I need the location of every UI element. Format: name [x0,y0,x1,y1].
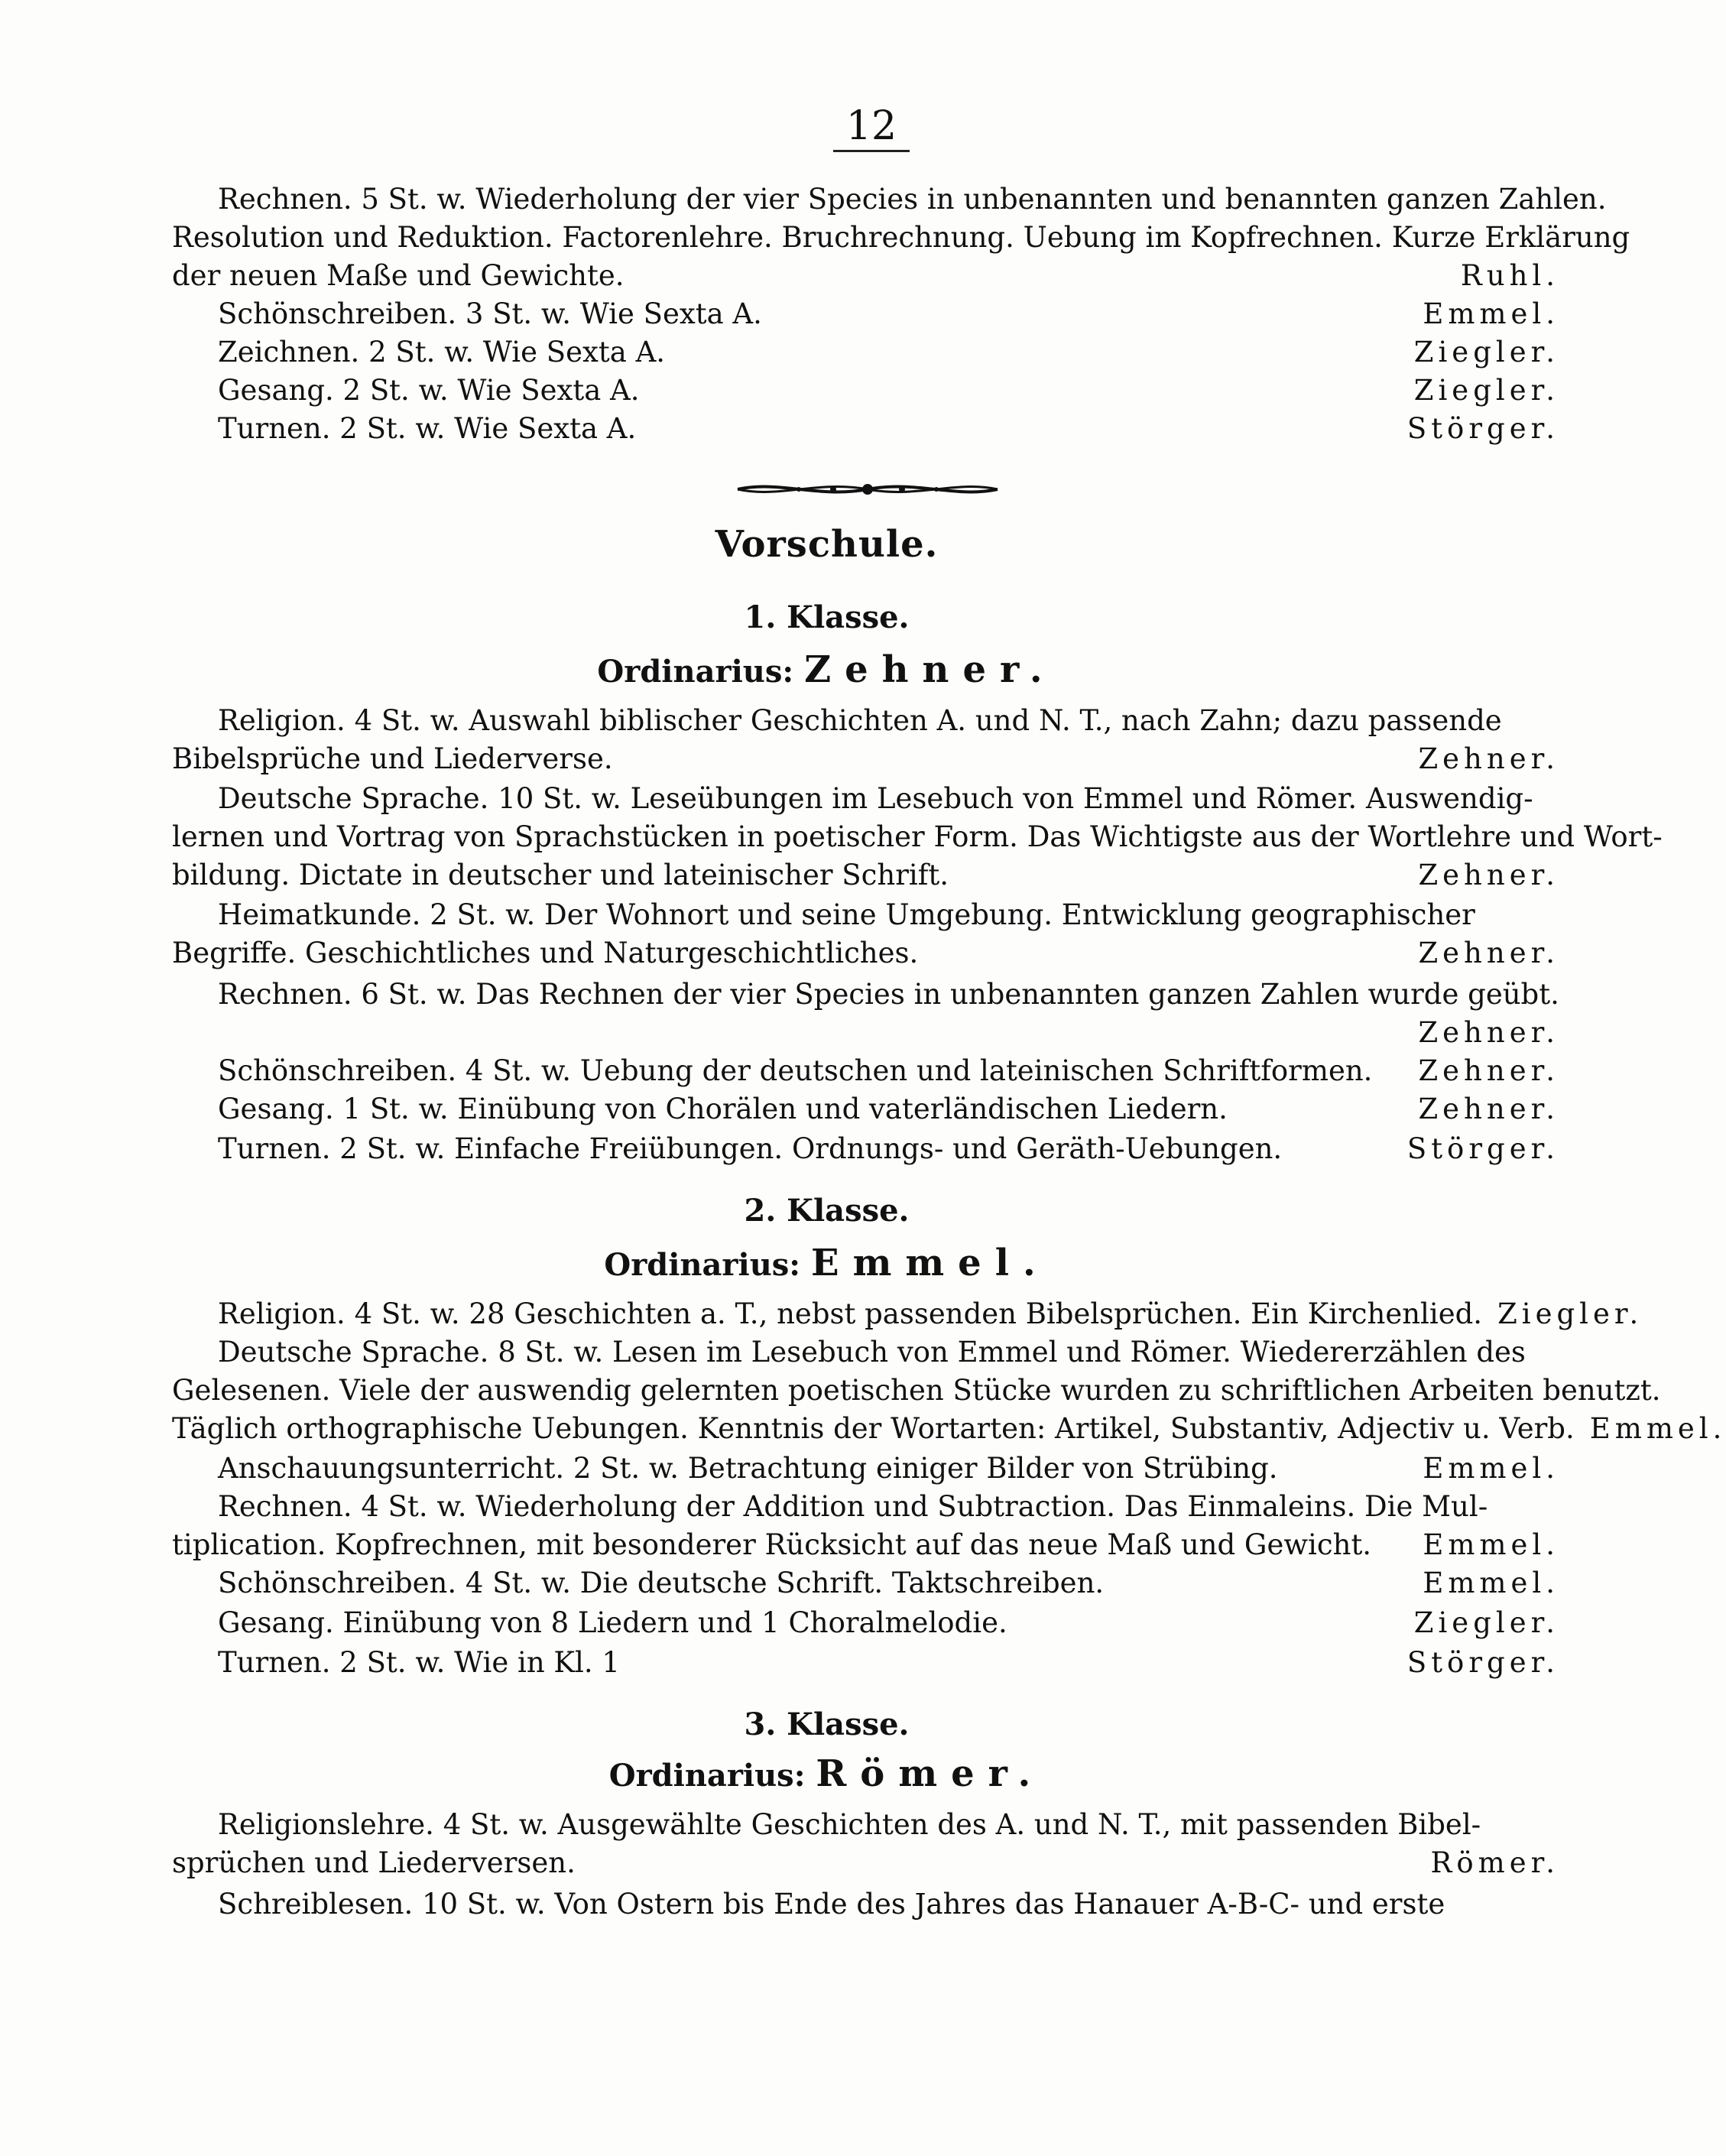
line-text: Schönschreiben. 4 St. w. Uebung der deutschen und lateinischen Schriftformen. [218,1054,1373,1087]
teacher-name: Emmel. [1423,1567,1559,1599]
class-2-title: 2. Klasse. [744,1193,910,1229]
line-text: bildung. Dictate in deutscher und lateinischer Schrift. [172,859,949,891]
text-line [218,1052,1559,1090]
teacher-name: Störger. [1406,1132,1559,1165]
text-line [218,333,1559,372]
line-text: Religionslehre. 4 St. w. Ausgewählte Geschichten des A. und N. T., mit passenden Bibel- [218,1808,1481,1841]
text-line [172,856,1559,895]
text-line [218,1644,1559,1682]
ordinarius-name: Zehner. [804,648,1056,691]
teacher-name: Emmel. [1589,1412,1726,1445]
teacher-name: Ziegler. [1413,336,1559,369]
text-line [172,257,1559,295]
class-1-title: 1. Klasse. [744,599,910,635]
line-text: Religion. 4 St. w. Auswahl biblischer Geschichten A. und N. T., nach Zahn; dazu passende [218,704,1502,737]
teacher-name: Zehner. [1418,1054,1559,1087]
text-line [218,976,1559,1014]
line-text: Bibelsprüche und Liederverse. [172,742,613,775]
teacher-name: Zehner. [1418,859,1559,891]
text-line [172,1526,1559,1564]
line-text: Rechnen. 4 St. w. Wiederholung der Addition und Subtraction. Das Einmaleins. Die Mul- [218,1490,1488,1523]
text-line [172,818,1663,856]
teacher-name: Zehner. [1418,1016,1559,1049]
teacher-name: Ruhl. [1460,259,1559,292]
line-text: Religion. 4 St. w. 28 Geschichten a. T., nebst passenden Bibelsprüchen. Ein Kirchenlied. [218,1297,1483,1330]
ordinarius-name: Emmel. [811,1242,1050,1284]
text-line [218,702,1559,740]
ordinarius-label: Ordinarius: [597,654,794,690]
text-line [218,1333,1559,1372]
text-line [172,1372,1661,1410]
teacher-name: Ziegler. [1413,374,1559,407]
line-text: Heimatkunde. 2 St. w. Der Wohnort und seine Umgebung. Entwicklung geographischer [218,898,1475,931]
line-text: Turnen. 2 St. w. Wie Sexta A. [218,412,637,445]
line-text: Resolution und Reduktion. Factorenlehre. Bruchrechnung. Uebung im Kopfrechnen. Kurze Erklärung [172,221,1630,254]
teacher-name: Emmel. [1423,1452,1559,1485]
teacher-name: Emmel. [1423,297,1559,330]
line-text: Anschauungsunterricht. 2 St. w. Betrachtung einiger Bilder von Strübing. [218,1452,1278,1485]
line-text: Rechnen. 5 St. w. Wiederholung der vier Species in unbenannten und benannten ganzen Zahlen. [218,183,1607,216]
text-line [172,934,1559,972]
class-3-title: 3. Klasse. [744,1706,910,1742]
line-text: Rechnen. 6 St. w. Das Rechnen der vier Species in unbenannten ganzen Zahlen wurde geübt. [218,978,1559,1011]
text-line [172,1410,1726,1448]
class-3-ordinarius [0,1752,1653,1797]
teacher-name: Ziegler. [1413,1606,1559,1639]
line-text: tiplication. Kopfrechnen, mit besonderer Rücksicht auf das neue Maß und Gewicht. [172,1528,1372,1561]
teacher-name: Römer. [1430,1846,1559,1879]
text-line [218,1450,1559,1488]
teacher-name: Emmel. [1423,1528,1559,1561]
text-line [172,740,1559,778]
line-text: Schönschreiben. 4 St. w. Die deutsche Schrift. Taktschreiben. [218,1567,1105,1599]
class-1-ordinarius [0,648,1653,693]
line-text: der neuen Maße und Gewichte. [172,259,625,292]
line-text: Gesang. Einübung von 8 Liedern und 1 Choralmelodie. [218,1606,1007,1639]
text-line [218,1295,1643,1333]
text-line [218,180,1607,219]
text-line [172,219,1630,257]
text-line [218,1130,1559,1168]
text-line [218,372,1559,410]
section-heading: Vorschule. [715,523,939,566]
line-text: Gelesenen. Viele der auswendig gelernten poetischen Stücke wurden zu schriftlichen Arbeiten benutzt. [172,1374,1661,1407]
ornament-divider-icon [734,472,1001,506]
teacher-name: Zehner. [1418,742,1559,775]
text-line [172,1014,1559,1052]
text-line [218,295,1559,333]
teacher-name: Zehner. [1418,1093,1559,1125]
text-line [218,1488,1559,1526]
line-text: Begriffe. Geschichtliches und Naturgeschichtliches. [172,937,919,969]
line-text: Deutsche Sprache. 10 St. w. Leseübungen im Lesebuch von Emmel und Römer. Auswendig- [218,782,1533,815]
line-text: Deutsche Sprache. 8 St. w. Lesen im Lesebuch von Emmel und Römer. Wiedererzählen des [218,1336,1526,1369]
line-text: Gesang. 2 St. w. Wie Sexta A. [218,374,640,407]
page-number: 12 [845,103,897,149]
teacher-name: Störger. [1406,1646,1559,1679]
page-number-rule [833,150,910,152]
text-line [218,1090,1559,1128]
teacher-name: Ziegler. [1497,1297,1643,1330]
line-text: Zeichnen. 2 St. w. Wie Sexta A. [218,336,666,369]
text-line [218,780,1559,818]
line-text: Turnen. 2 St. w. Wie in Kl. 1 [218,1646,620,1679]
text-line [218,1564,1559,1602]
line-text: sprüchen und Liederversen. [172,1846,576,1879]
text-line [218,896,1559,934]
ordinarius-label: Ordinarius: [608,1758,806,1794]
line-text: Gesang. 1 St. w. Einübung von Chorälen und vaterländischen Liedern. [218,1093,1228,1125]
text-line [218,1806,1559,1844]
line-text: Turnen. 2 St. w. Einfache Freiübungen. Ordnungs- und Geräth-Uebungen. [218,1132,1283,1165]
text-line [218,410,1559,448]
text-line [172,1844,1559,1882]
line-text: Schönschreiben. 3 St. w. Wie Sexta A. [218,297,762,330]
ordinarius-label: Ordinarius: [604,1247,801,1283]
teacher-name: Zehner. [1418,937,1559,969]
line-text: lernen und Vortrag von Sprachstücken in poetischer Form. Das Wichtigste aus der Wortlehre und Wort- [172,820,1663,853]
line-text: Schreiblesen. 10 St. w. Von Ostern bis Ende des Jahres das Hanauer A-B-C- und erste [218,1888,1445,1921]
ordinarius-name: Römer. [816,1752,1045,1795]
line-text: Täglich orthographische Uebungen. Kenntnis der Wortarten: Artikel, Substantiv, Adjectiv u. Verb. [172,1412,1575,1445]
teacher-name: Störger. [1406,412,1559,445]
class-2-ordinarius [0,1242,1653,1287]
text-line [218,1604,1559,1642]
text-line [218,1885,1559,1924]
